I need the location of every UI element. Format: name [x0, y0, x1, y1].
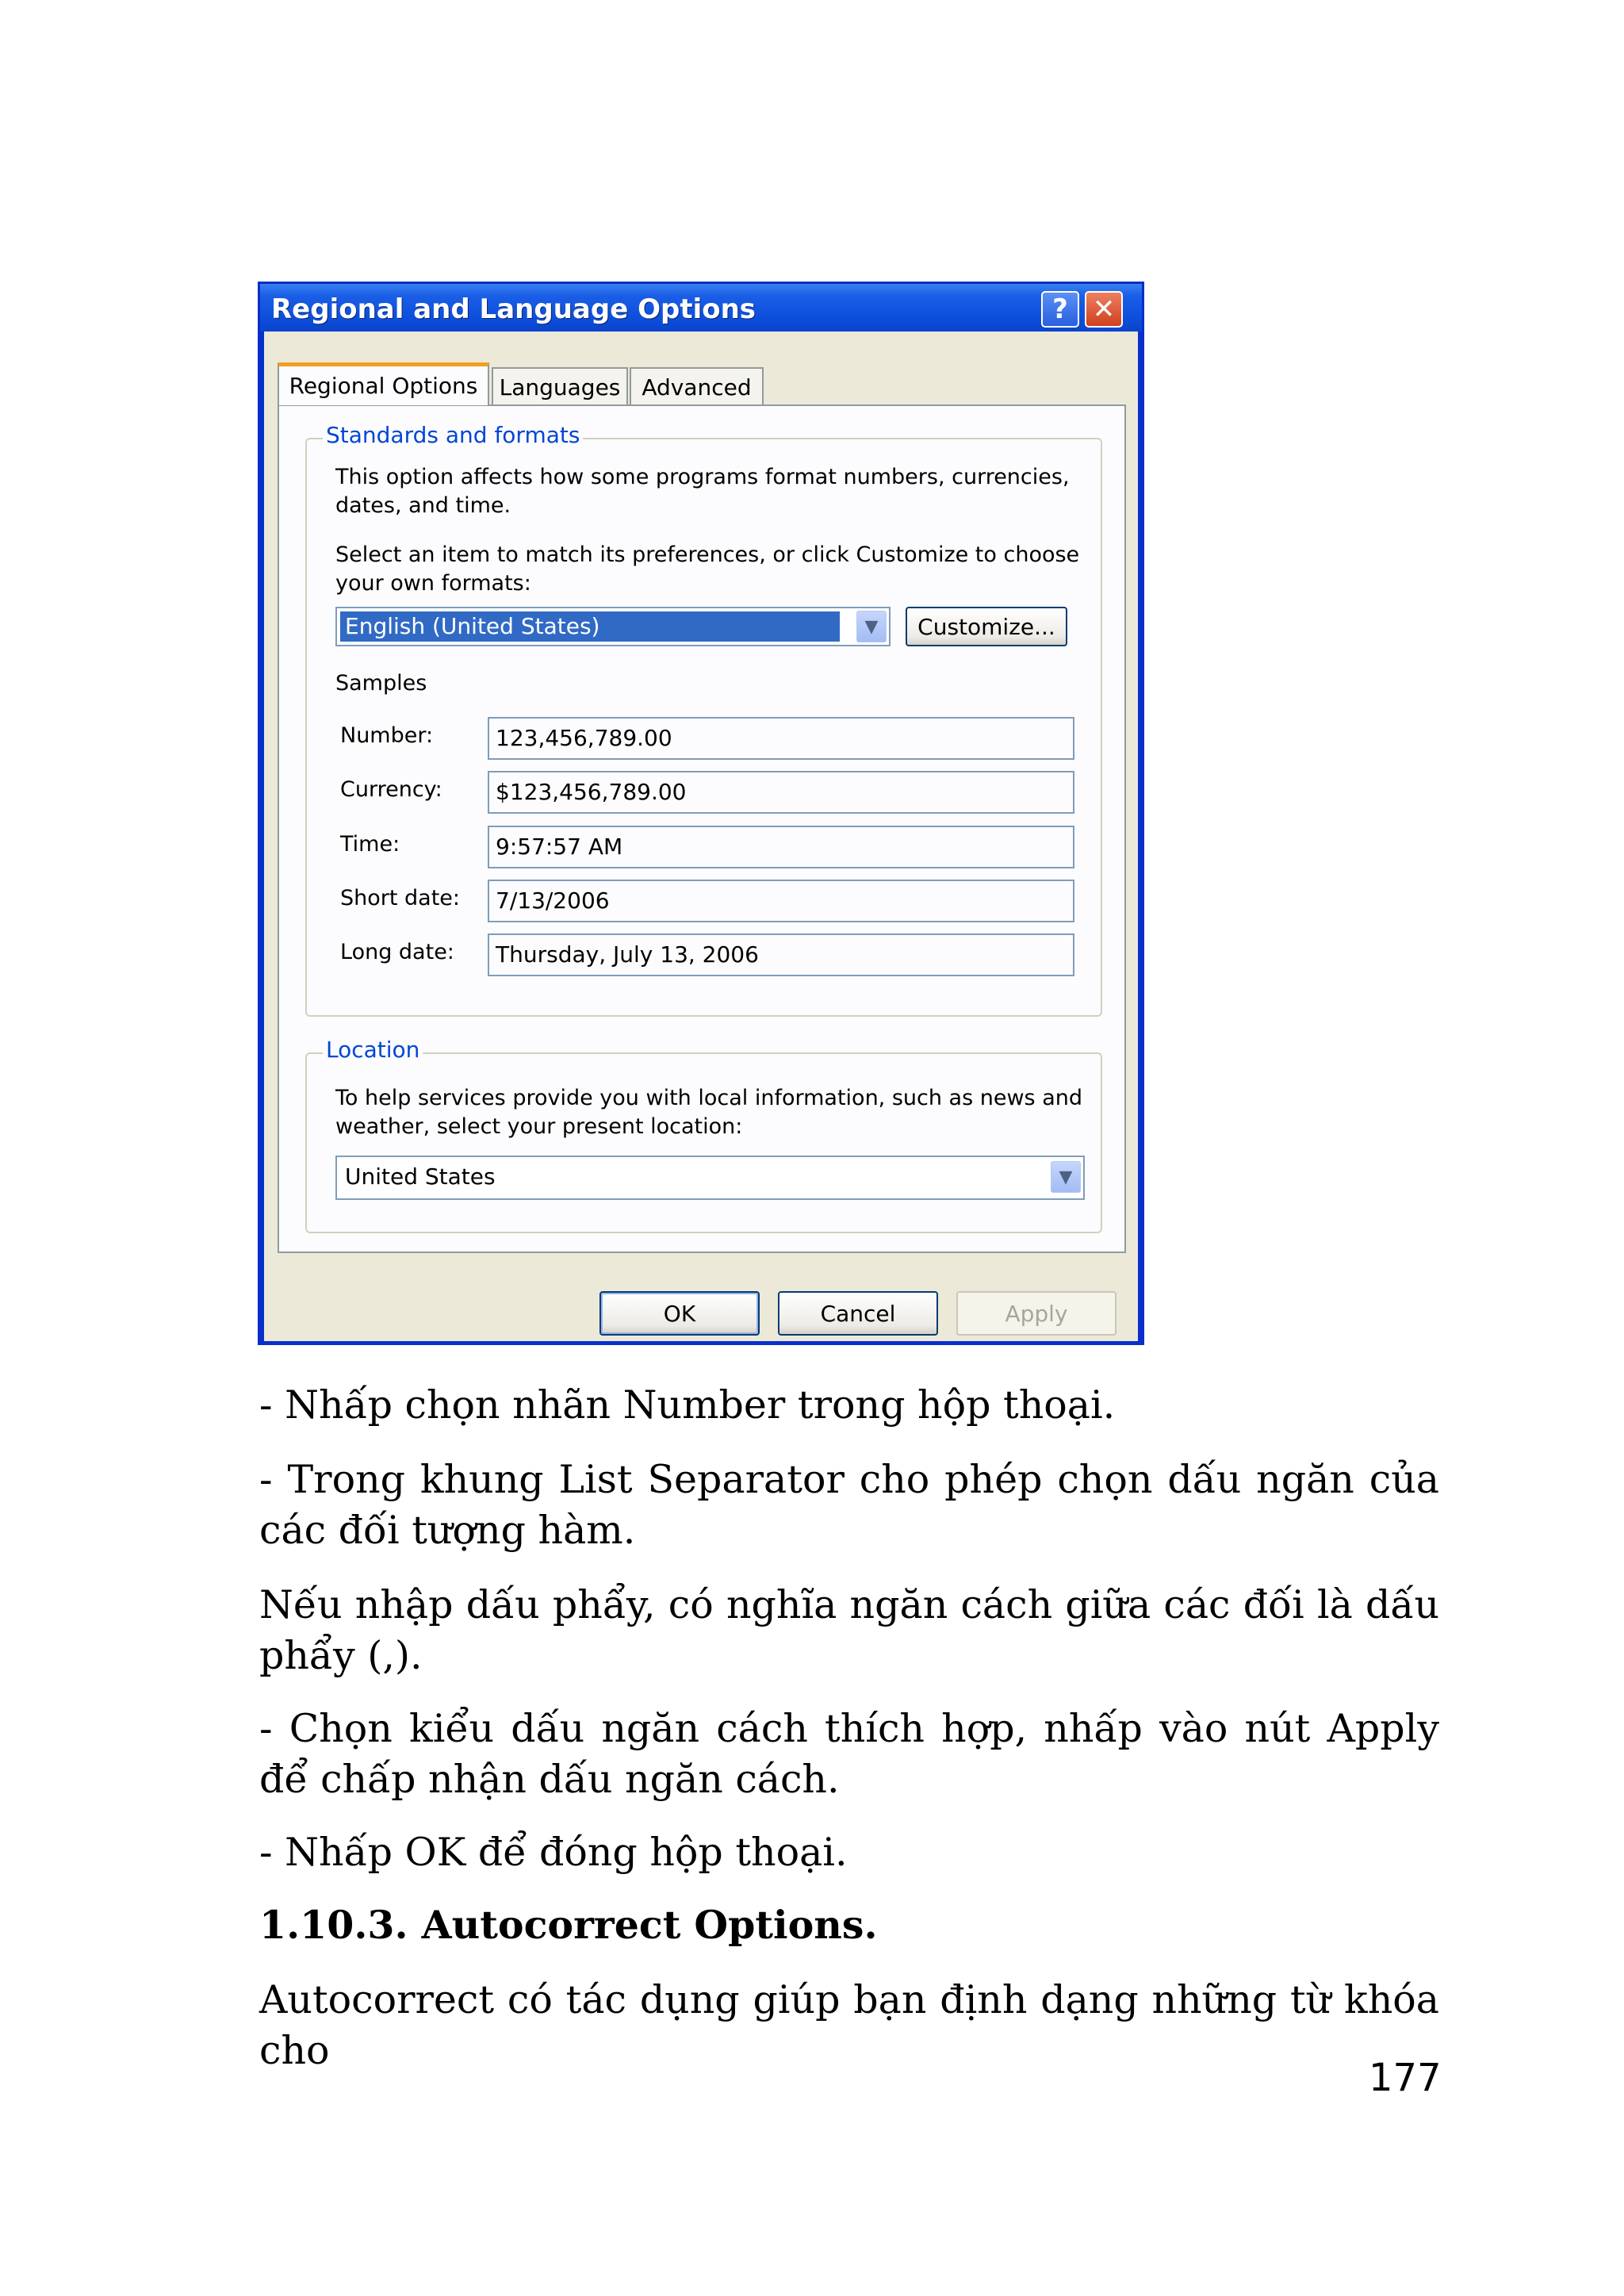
- page-number: 177: [1369, 2056, 1442, 2100]
- sample-time-label: Time:: [340, 832, 400, 857]
- sample-short-date-label: Short date:: [340, 886, 461, 910]
- sample-number-value: 123,456,789.00: [488, 717, 1074, 760]
- location-dropdown[interactable]: [335, 1156, 1085, 1200]
- ok-button[interactable]: OK: [599, 1291, 760, 1336]
- sample-currency-value: $123,456,789.00: [488, 771, 1074, 814]
- section-heading: 1.10.3. Autocorrect Options.: [259, 1902, 878, 1948]
- sample-time-value: 9:57:57 AM: [488, 826, 1074, 868]
- location-description: To help services provide you with local information, such as news and weather, select your present location:: [335, 1086, 1083, 1139]
- dialog-client-area: [264, 332, 1138, 1341]
- customize-button[interactable]: Customize...: [906, 607, 1067, 646]
- paragraph-1: - Nhấp chọn nhãn Number trong hộp thoại.: [259, 1382, 1116, 1428]
- locale-selected-value: English (United States): [340, 611, 840, 642]
- standards-description: This option affects how some programs format numbers, currencies, dates, and time.: [335, 465, 1070, 518]
- paragraph-4: - Chọn kiểu dấu ngăn cách thích hợp, nhấp vào nút Apply để chấp nhận dấu ngăn cách.: [259, 1706, 1439, 1802]
- paragraph-3: Nếu nhập dấu phẩy, có nghĩa ngăn cách giữa các đối là dấu phẩy (,).: [259, 1582, 1439, 1678]
- paragraph-2: - Trong khung List Separator cho phép chọn dấu ngăn của các đối tượng hàm.: [259, 1457, 1439, 1553]
- title-bar: [260, 284, 1142, 332]
- tab-advanced[interactable]: Advanced: [630, 367, 764, 405]
- location-selected-value: United States: [345, 1163, 496, 1190]
- standards-and-formats-group: [305, 422, 1102, 1017]
- sample-currency-label: Currency:: [340, 777, 442, 802]
- cancel-button[interactable]: Cancel: [778, 1291, 938, 1336]
- close-button[interactable]: ✕: [1085, 291, 1123, 328]
- regional-language-dialog: [258, 282, 1144, 1345]
- sample-short-date-value: 7/13/2006: [488, 880, 1074, 922]
- apply-button[interactable]: Apply: [956, 1291, 1116, 1336]
- dialog-title: Regional and Language Options: [271, 293, 756, 325]
- help-button[interactable]: ?: [1041, 291, 1079, 328]
- paragraph-5: - Nhấp OK để đóng hộp thoại.: [259, 1830, 848, 1875]
- locale-dropdown[interactable]: [335, 607, 891, 646]
- sample-number-label: Number:: [340, 723, 434, 748]
- sample-long-date-value: Thursday, July 13, 2006: [488, 933, 1074, 976]
- standards-group-label: Standards and formats: [323, 422, 583, 448]
- paragraph-6: Autocorrect có tác dụng giúp bạn định dạng những từ khóa cho: [259, 1977, 1439, 2073]
- tab-regional-options[interactable]: Regional Options: [278, 362, 489, 405]
- location-group-label: Location: [323, 1037, 423, 1063]
- tab-panel: [278, 404, 1126, 1253]
- sample-long-date-label: Long date:: [340, 940, 454, 964]
- standards-instruction: Select an item to match its preferences, or click Customize to choose your own formats:: [335, 542, 1080, 596]
- samples-label: Samples: [335, 671, 427, 696]
- chevron-down-icon[interactable]: ▼: [856, 611, 887, 642]
- tab-languages[interactable]: Languages: [492, 367, 628, 405]
- chevron-down-icon[interactable]: ▼: [1051, 1161, 1081, 1193]
- location-group: [305, 1037, 1102, 1233]
